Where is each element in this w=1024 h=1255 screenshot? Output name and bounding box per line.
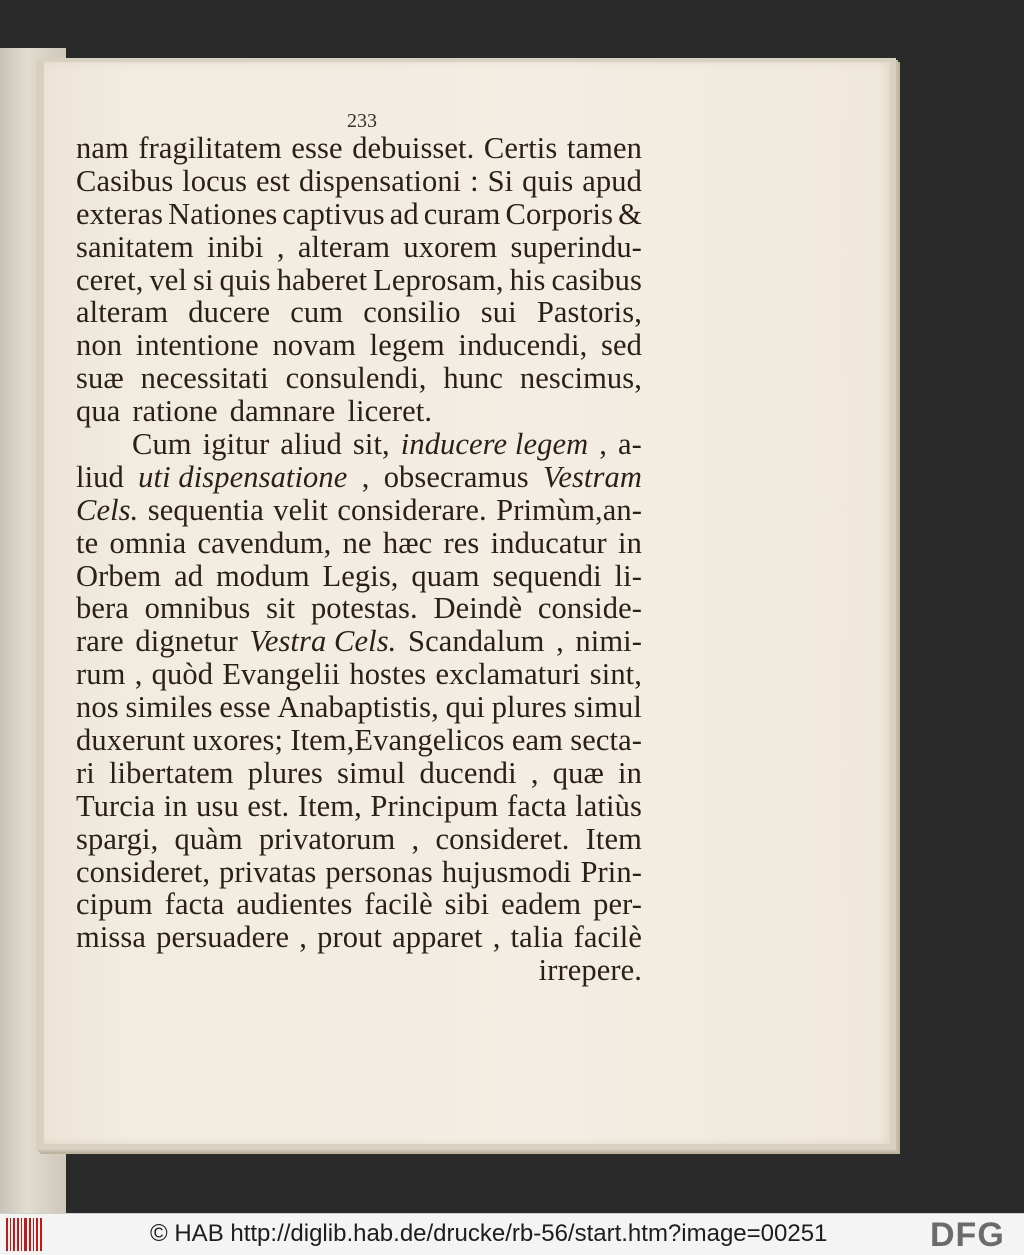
bleed-through-mark (4, 166, 18, 184)
bleed-through-mark (4, 550, 18, 568)
word: libertatem (108, 755, 234, 790)
text-line (76, 757, 642, 790)
word: sint, (589, 657, 642, 692)
word: Deindè (433, 591, 523, 626)
text-line (76, 329, 642, 362)
word: , (492, 920, 501, 955)
word: hæc (382, 525, 433, 560)
word: uxorem (403, 229, 498, 264)
bleed-through-mark (4, 214, 18, 232)
word: Scandalum (408, 624, 545, 659)
word: apud (582, 163, 642, 198)
word: Pastoris, (536, 295, 642, 330)
word: casibus (551, 262, 642, 297)
word: cipum (76, 887, 153, 922)
bleed-through-mark (4, 502, 18, 520)
bleed-through-mark (4, 742, 18, 760)
word: ad (389, 196, 419, 231)
word: consilio (363, 295, 461, 330)
word: consideret. (435, 821, 570, 856)
word: captivus (282, 196, 385, 231)
word: esse (219, 690, 271, 725)
word: bera (76, 591, 129, 626)
word: spargi, (76, 821, 159, 856)
text-line (76, 461, 642, 494)
word: ad (174, 558, 204, 593)
word: ratione (132, 394, 218, 429)
bleed-through-mark (4, 358, 18, 376)
bleed-through-mark (4, 646, 18, 664)
word: obsecramus (383, 459, 529, 494)
word: velit (273, 492, 328, 527)
text-line (76, 724, 642, 757)
word: talia (510, 920, 564, 955)
text-line (76, 231, 642, 264)
word: quòd (151, 657, 214, 692)
barcode-bar (17, 1218, 18, 1251)
footer-bar (0, 1213, 1024, 1255)
word: li- (614, 558, 642, 593)
word: quis (522, 163, 574, 198)
barcode-bar (40, 1218, 42, 1251)
word: eadem (501, 887, 582, 922)
word: Turcia (76, 788, 156, 823)
text-line (76, 658, 642, 691)
word: duxerunt (76, 723, 186, 758)
word: sequendi (492, 558, 602, 593)
word: Casibus (76, 163, 174, 198)
word: Orbem (76, 558, 162, 593)
text-line (76, 165, 642, 198)
word: conside- (537, 591, 642, 626)
word: intentione (135, 328, 259, 363)
bleed-through-mark (4, 454, 18, 472)
barcode-bar (10, 1218, 11, 1251)
text-line (76, 954, 642, 987)
word: Prin- (580, 854, 642, 889)
word: modum (215, 558, 310, 593)
word: ducendi (419, 755, 517, 790)
word: hujusmodi (441, 854, 572, 889)
word: his (509, 262, 546, 297)
word: alteram (76, 295, 169, 330)
word: simul (573, 690, 642, 725)
word: Item, (297, 788, 362, 823)
word: dispensationi (299, 163, 462, 198)
word: inducendi, (458, 328, 588, 363)
barcode-icon (6, 1218, 42, 1251)
word: ri (76, 755, 95, 790)
word: si (192, 262, 214, 297)
word: alteram (297, 229, 391, 264)
word: Cum (132, 427, 192, 462)
word: Vestram (542, 459, 642, 494)
text-line (76, 560, 642, 593)
text-line (76, 856, 642, 889)
word: te (76, 525, 99, 560)
word: consideret, (76, 854, 211, 889)
word: a- (618, 427, 642, 462)
word: haberet (276, 262, 368, 297)
word: aliud (280, 427, 342, 462)
word: , (134, 657, 143, 692)
word: omnibus (144, 591, 251, 626)
text-line (76, 132, 642, 165)
text-line (76, 888, 642, 921)
word: nos (76, 690, 119, 725)
word: Si (487, 163, 514, 198)
word: , (411, 821, 420, 856)
word: sibi (444, 887, 490, 922)
word: nescimus, (519, 361, 642, 396)
word: plures (247, 755, 323, 790)
bleed-through-mark (4, 838, 18, 856)
word: inducatur (490, 525, 607, 560)
word: rum (76, 657, 126, 692)
word: & (618, 196, 642, 231)
text-line (76, 823, 642, 856)
word: , (276, 229, 285, 264)
text-line (76, 691, 642, 724)
word: usu (196, 788, 239, 823)
word: hostes (349, 657, 427, 692)
dfg-logo: DFG (930, 1216, 1005, 1254)
word: est. (247, 788, 290, 823)
text-line (76, 790, 642, 823)
text-line (76, 264, 642, 297)
bleed-through-mark (4, 934, 18, 952)
word: Nationes (168, 196, 278, 231)
word: in (618, 755, 642, 790)
word: Cels. (76, 492, 139, 527)
text-line (76, 428, 642, 461)
word: : (470, 163, 479, 198)
text-line (76, 625, 642, 658)
word: prout (317, 920, 383, 955)
word: plures (491, 690, 567, 725)
bleed-through-mark (4, 694, 18, 712)
word: , (599, 427, 607, 462)
word: damnare (229, 394, 336, 429)
text-line (76, 494, 642, 527)
bleed-through-mark (4, 310, 18, 328)
word: ceret, (76, 262, 144, 297)
footer-source-link[interactable]: © HAB http://diglib.hab.de/drucke/rb-56/start.htm?image=00251 (150, 1220, 828, 1247)
word: non (76, 328, 123, 363)
word: secta- (570, 723, 642, 758)
word: liud (76, 459, 124, 494)
word: cum (290, 295, 344, 330)
word: quæ (552, 755, 604, 790)
word: considerare. (337, 492, 487, 527)
word: sequentia (147, 492, 264, 527)
word: privatorum (258, 821, 396, 856)
word: in (618, 525, 642, 560)
word: sanitatem (76, 229, 194, 264)
barcode-bar (24, 1218, 27, 1251)
word: quis (219, 262, 271, 297)
word: sit, (352, 427, 390, 462)
word: latiùs (575, 788, 642, 823)
word: , (556, 624, 564, 659)
word: sed (601, 328, 642, 363)
word: Anabaptistis, (277, 690, 439, 725)
word: privatas (219, 854, 317, 889)
bleed-through-mark (4, 262, 18, 280)
text-line (76, 395, 642, 428)
word: debuisset. (352, 131, 475, 165)
word: superindu- (510, 229, 642, 264)
word: uti dispensatione (138, 459, 348, 494)
bleed-through-mark (4, 118, 18, 136)
word: qui (445, 690, 485, 725)
word: apparet (392, 920, 483, 955)
word: ne (342, 525, 372, 560)
bleed-through-mark (4, 406, 18, 424)
word: novam (272, 328, 356, 363)
word: , (299, 920, 308, 955)
barcode-bar (6, 1218, 8, 1251)
word: res (443, 525, 480, 560)
word: igitur (202, 427, 270, 462)
word: uxores; (192, 723, 284, 758)
word: suæ (76, 361, 124, 396)
word: fragilitatem (138, 131, 282, 165)
word: hunc (443, 361, 504, 396)
word: facta (506, 788, 567, 823)
word: ducere (188, 295, 271, 330)
word: Item,Evangelicos (290, 723, 505, 758)
word: dignetur (135, 624, 238, 659)
word: facilè (364, 887, 433, 922)
word: persuadere (156, 920, 290, 955)
word: consulendi, (285, 361, 427, 396)
text-block (76, 132, 642, 987)
word: exclamaturi (435, 657, 581, 692)
word: Legis, (322, 558, 399, 593)
word: nimi- (575, 624, 642, 659)
word: similes (125, 690, 213, 725)
word: , (361, 459, 370, 494)
text-line (76, 362, 642, 395)
word: locus (182, 163, 248, 198)
word: Certis (483, 131, 558, 165)
word: sit (266, 591, 296, 626)
word: Evangelii (222, 657, 341, 692)
bleed-through-mark (4, 886, 18, 904)
word: in (163, 788, 188, 823)
bleed-through-mark (4, 598, 18, 616)
word: qua (76, 394, 121, 429)
word: per- (593, 887, 642, 922)
word: Vestra Cels. (249, 624, 397, 659)
word: audientes (236, 887, 353, 922)
word: liceret. (347, 394, 433, 429)
word: potestas. (310, 591, 418, 626)
word: sui (480, 295, 517, 330)
word: simul (337, 755, 406, 790)
word: legem (369, 328, 445, 363)
word: Primùm,an- (496, 492, 642, 527)
word: nam (76, 131, 129, 165)
word: facilè (573, 920, 642, 955)
word: inibi (207, 229, 264, 264)
word: necessitati (140, 361, 269, 396)
page-number: 233 (347, 110, 377, 132)
barcode-bar (29, 1218, 30, 1251)
text-line (76, 921, 642, 954)
word: eam (511, 723, 563, 758)
bleed-through-mark (4, 790, 18, 808)
word: esse (291, 131, 343, 165)
word: irrepere. (538, 953, 642, 988)
word: vel (149, 262, 187, 297)
barcode-bar (13, 1218, 15, 1251)
word: curam (423, 196, 501, 231)
word: cavendum, (197, 525, 332, 560)
word: personas (325, 854, 433, 889)
barcode-bar (36, 1218, 37, 1251)
barcode-bar (33, 1218, 35, 1251)
word: omnia (109, 525, 187, 560)
word: Corporis (505, 196, 614, 231)
word: quam (411, 558, 480, 593)
word: tamen (566, 131, 642, 165)
word: missa (76, 920, 146, 955)
word: rare (76, 624, 124, 659)
text-line (76, 592, 642, 625)
word: est (255, 163, 291, 198)
text-line (76, 527, 642, 560)
word: facta (164, 887, 225, 922)
text-line (76, 198, 642, 231)
word: , (530, 755, 539, 790)
barcode-bar (21, 1218, 23, 1251)
word: inducere legem (400, 427, 589, 462)
text-line (76, 296, 642, 329)
word: exteras (76, 196, 164, 231)
word: Item (585, 821, 642, 856)
word: Principum (370, 788, 499, 823)
word: quàm (174, 821, 243, 856)
word: Leprosam, (373, 262, 504, 297)
